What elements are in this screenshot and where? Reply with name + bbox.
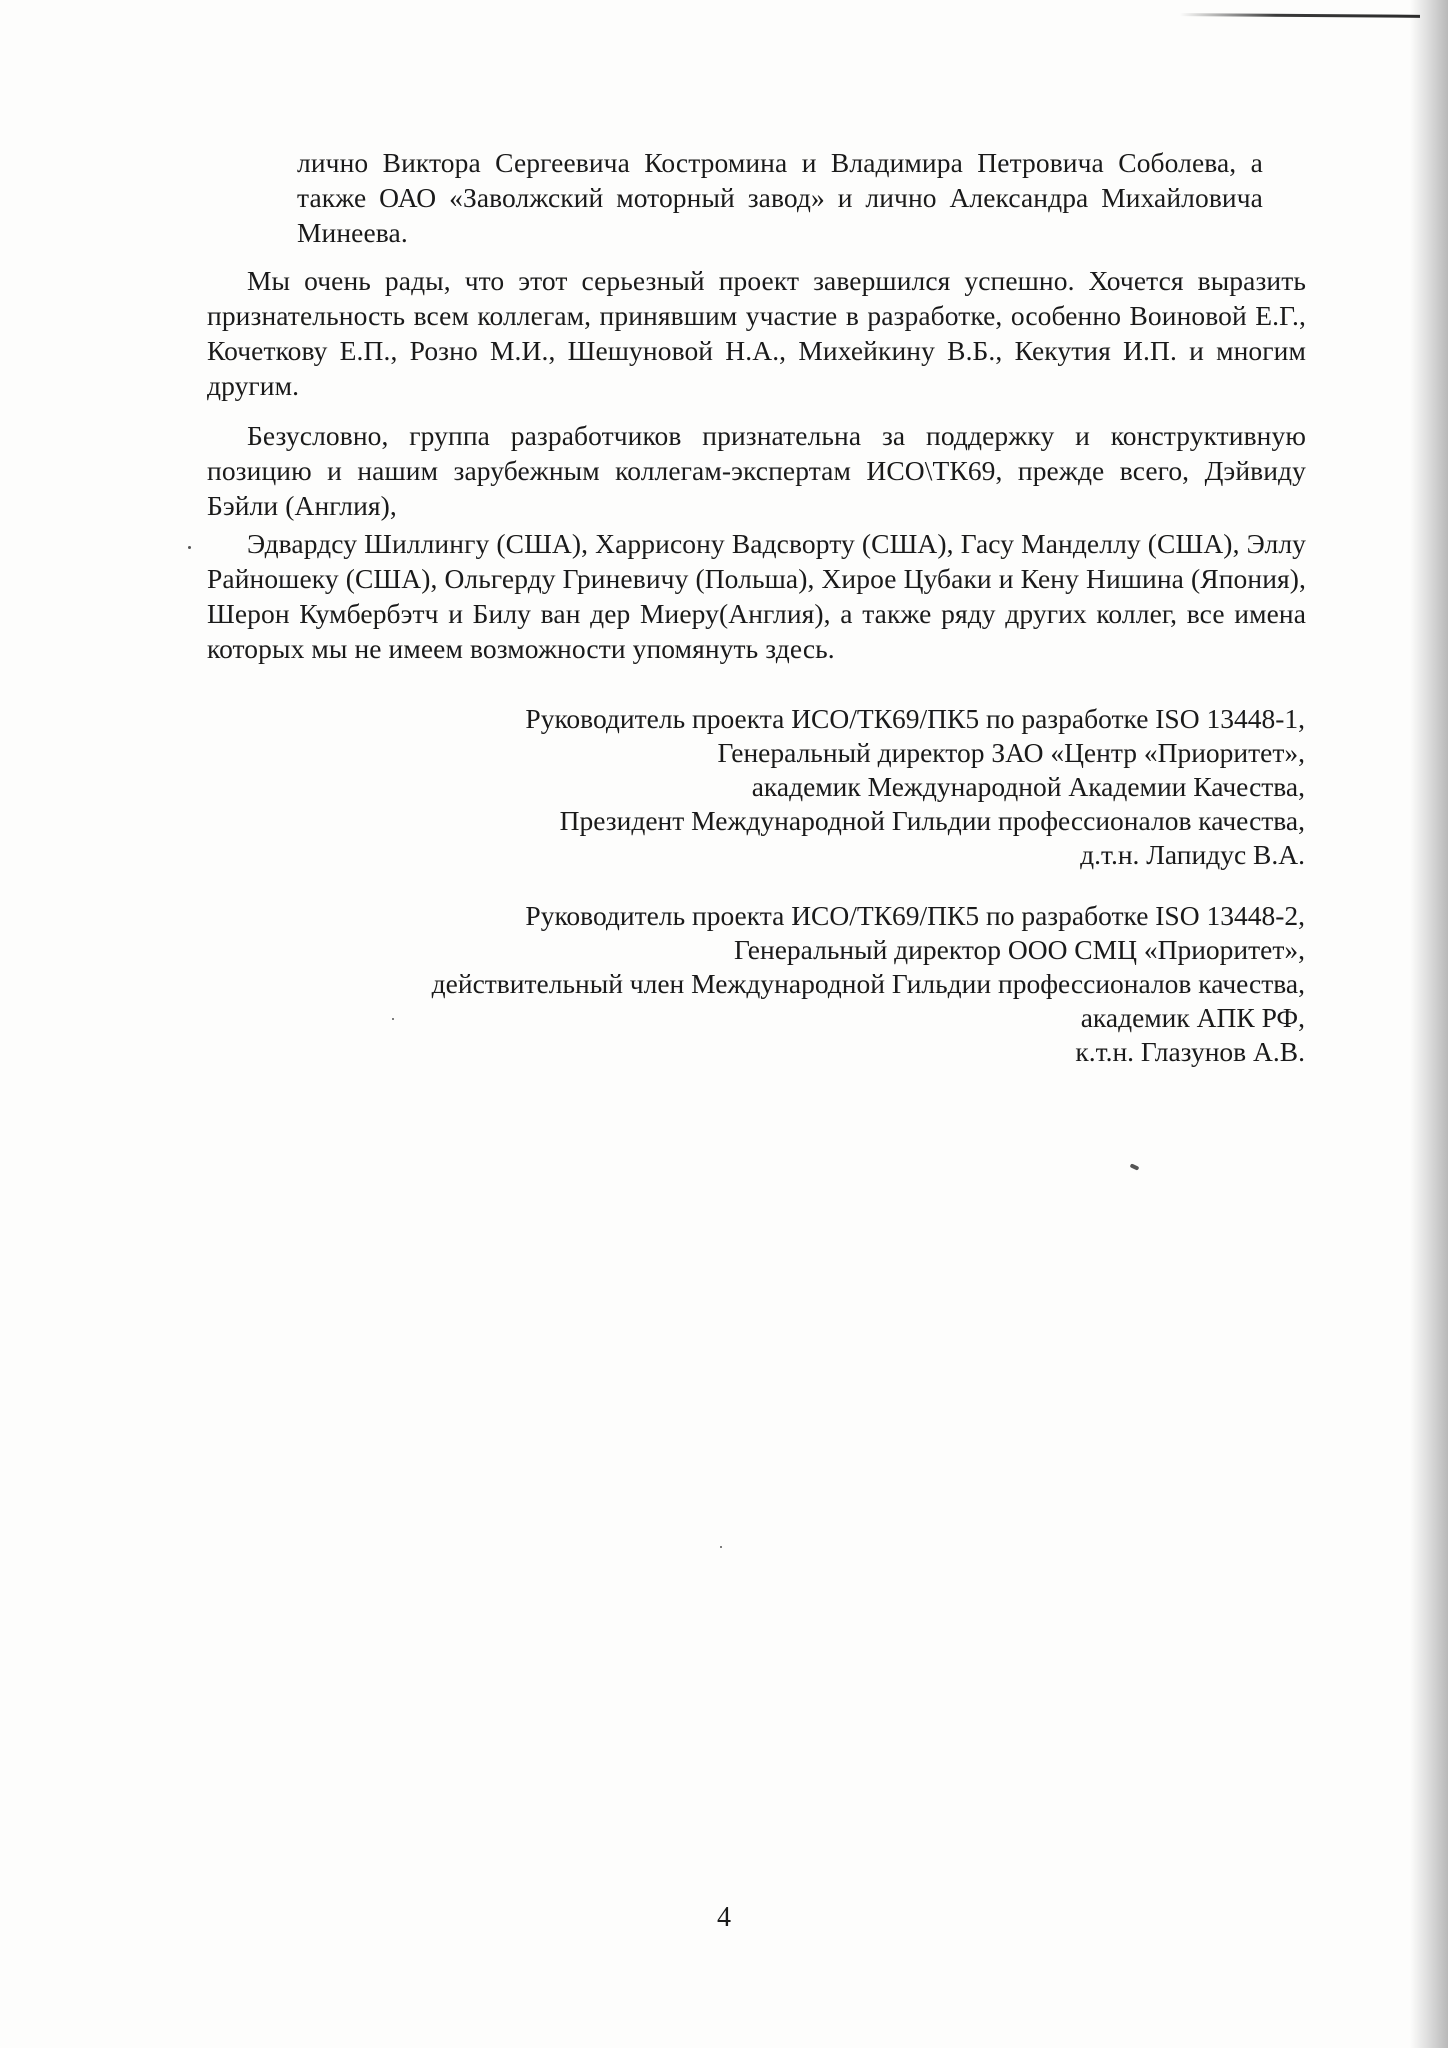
scan-speck (1130, 1163, 1140, 1170)
signature-block-glazunov (432, 899, 1305, 1069)
scan-speck (392, 1018, 394, 1020)
intro-paragraph: лично Виктора Сергеевича Костромина и Владимира Петровича Соболева, а также ОАО «Заволжский моторный завод» и лично Александра Михайловича Минеева. (297, 147, 1263, 248)
scan-edge-shadow (1410, 0, 1448, 2048)
signature-line: к.т.н. Глазунов А.В. (1075, 1036, 1305, 1067)
signature-line: Генеральный директор ООО СМЦ «Приоритет», (733, 934, 1305, 965)
scan-speck (188, 546, 191, 549)
scan-speck (720, 1546, 722, 1548)
paragraph-foreign-experts: Безусловно, группа разработчиков признательна за поддержку и конструктивную позицию и нашим зарубежным коллегам-экспертам ИСО\ТК69, прежде всего, Дэйвиду Бэйли (Англия), (207, 420, 1306, 521)
page-number: 4 (717, 1902, 731, 1933)
signature-line: Руководитель проекта ИСО/ТК69/ПК5 по разработке ISO 13448-2, (525, 900, 1305, 931)
signature-line: Генеральный директор ЗАО «Центр «Приоритет», (717, 737, 1305, 768)
signature-line: д.т.н. Лапидус В.А. (1080, 839, 1305, 870)
signature-line: академик АПК РФ, (1080, 1002, 1305, 1033)
signature-line: действительный член Международной Гильдии профессионалов качества, (431, 968, 1305, 999)
signature-line: академик Международной Академии Качества, (751, 771, 1305, 802)
signature-line: Руководитель проекта ИСО/ТК69/ПК5 по разработке ISO 13448-1, (525, 703, 1305, 734)
scan-top-line (1180, 13, 1420, 18)
paragraph-gratitude: Мы очень рады, что этот серьезный проект завершился успешно. Хочется выразить признательность всем коллегам, принявшим участие в разработке, особенно Воиновой Е.Г., Кочеткову Е.П., Розно М.И., Шешуновой Н.А., Михейкину В.Б., Кекутия И.П. и многим другим. (207, 265, 1306, 401)
signature-line: Президент Международной Гильдии профессионалов качества, (559, 805, 1305, 836)
paragraph-colleagues-list: Эдвардсу Шиллингу (США), Харрисону Вадсворту (США), Гасу Манделлу (США), Эллу Райношеку (США), Ольгерду Гриневичу (Польша), Хирое Цубаки и Кену Нишина (Япония), Шерон Кумбербэтч и Билу ван дер Миеру(Англия), а также ряду других коллег, все имена которых мы не имеем возможности упомянуть здесь. (207, 528, 1306, 664)
signature-block-lapidus (525, 702, 1305, 872)
